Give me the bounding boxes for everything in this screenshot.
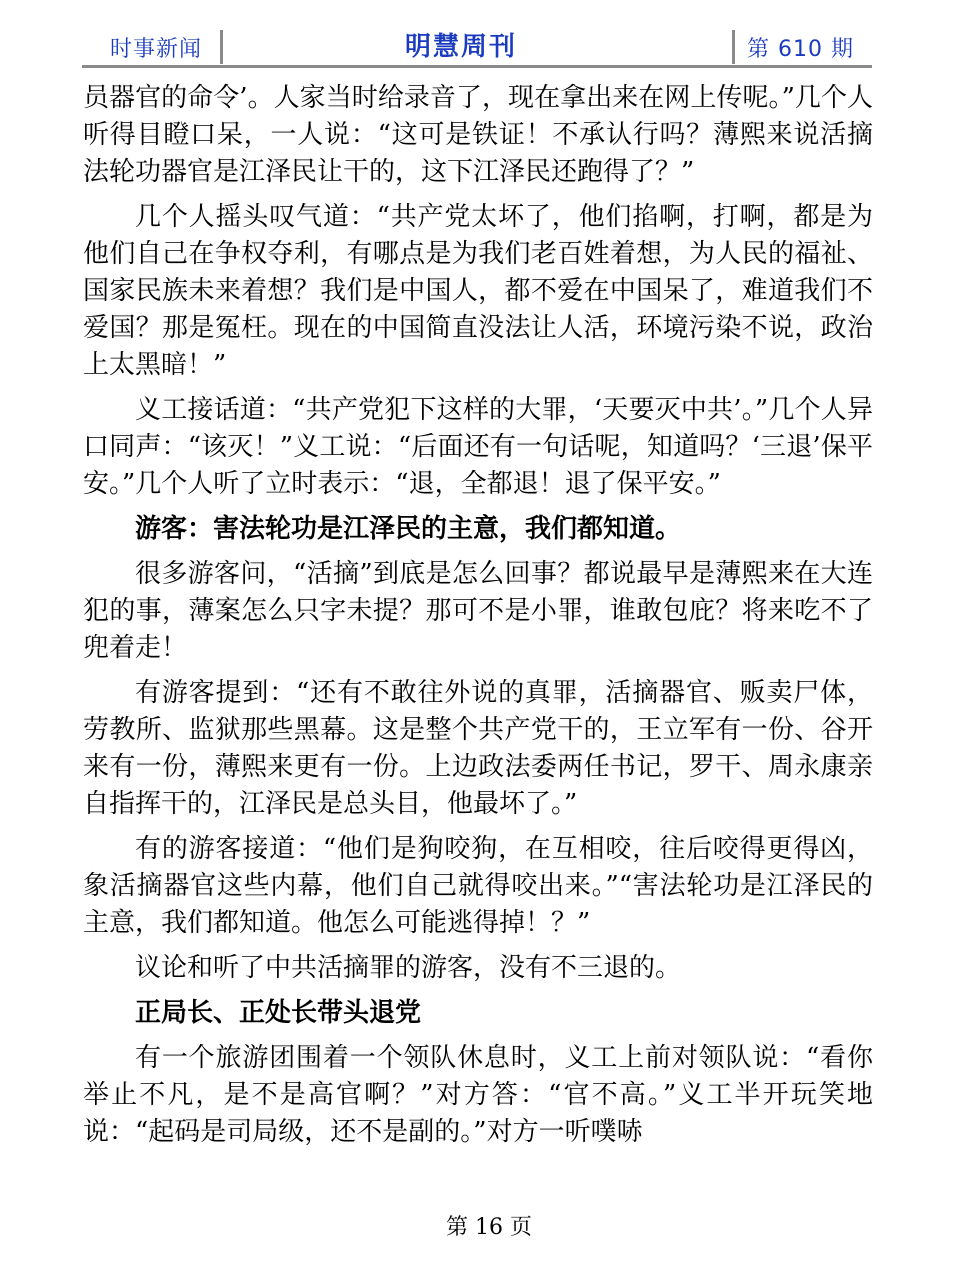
subheading: 游客：害法轮功是江泽民的主意，我们都知道。 <box>135 514 682 544</box>
paragraph: 有游客提到：“还有不敢往外说的真罪，活摘器官、贩卖尸体，劳教所、监狱那些黑幕。这是整个共产党干的，王立军有一份、谷开来有一份，薄熙来更有一份。上边政法委两任书记，罗干、周永康亲自指挥干的，江泽民是总头目，他最坏了。” <box>83 678 873 819</box>
issue-number: 第 610 期 <box>747 37 854 62</box>
header-rule <box>82 65 872 68</box>
page-header <box>82 24 872 66</box>
paragraph: 很多游客问，“活摘”到底是怎么回事？都说最早是薄熙来在大连犯的事，薄案怎么只字未提？那可不是小罪，谁敢包庇？将来吃不了兜着走！ <box>83 559 873 663</box>
page-number: 第 16 页 <box>446 1215 532 1240</box>
publication-title: 明慧周刊 <box>405 32 518 62</box>
header-divider-left <box>220 30 223 64</box>
paragraph: 几个人摇头叹气道：“共产党太坏了，他们掐啊，打啊，都是为他们自己在争权夺利，有哪点是为我们老百姓着想，为人民的福祉、国家民族未来着想？我们是中国人，都不爱在中国呆了，难道我们不爱国？那是冤枉。现在的中国简直没法让人活，环境污染不说，政治上太黑暗！” <box>83 202 873 380</box>
article-body <box>83 80 873 1159</box>
paragraph: 员器官的命令’。人家当时给录音了，现在拿出来在网上传呢。”几个人听得目瞪口呆，一人说：“这可是铁证！不承认行吗？薄熙来说活摘法轮功器官是江泽民让干的，这下江泽民还跑得了？” <box>83 83 873 187</box>
paragraph: 义工接话道：“共产党犯下这样的大罪，‘天要灭中共’。”几个人异口同声：“该灭！”义工说：“后面还有一句话呢，知道吗？‘三退’保平安。”几个人听了立时表示：“退，全都退！退了保平安。” <box>83 395 873 499</box>
paragraph: 议论和听了中共活摘罪的游客，没有不三退的。 <box>135 953 682 983</box>
header-divider-right <box>732 30 735 64</box>
subheading: 正局长、正处长带头退党 <box>135 998 422 1028</box>
paragraph: 有的游客接道：“他们是狗咬狗，在互相咬，往后咬得更得凶，象活摘器官这些内幕，他们自己就得咬出来。”“害法轮功是江泽民的主意，我们都知道。他怎么可能逃得掉！？” <box>83 834 873 938</box>
section-label: 时事新闻 <box>110 37 203 62</box>
paragraph: 有一个旅游团围着一个领队休息时，义工上前对领队说：“看你举止不凡，是不是高官啊？”对方答：“官不高。”义工半开玩笑地说：“起码是司局级，还不是副的。”对方一听噗哧 <box>83 1043 873 1147</box>
